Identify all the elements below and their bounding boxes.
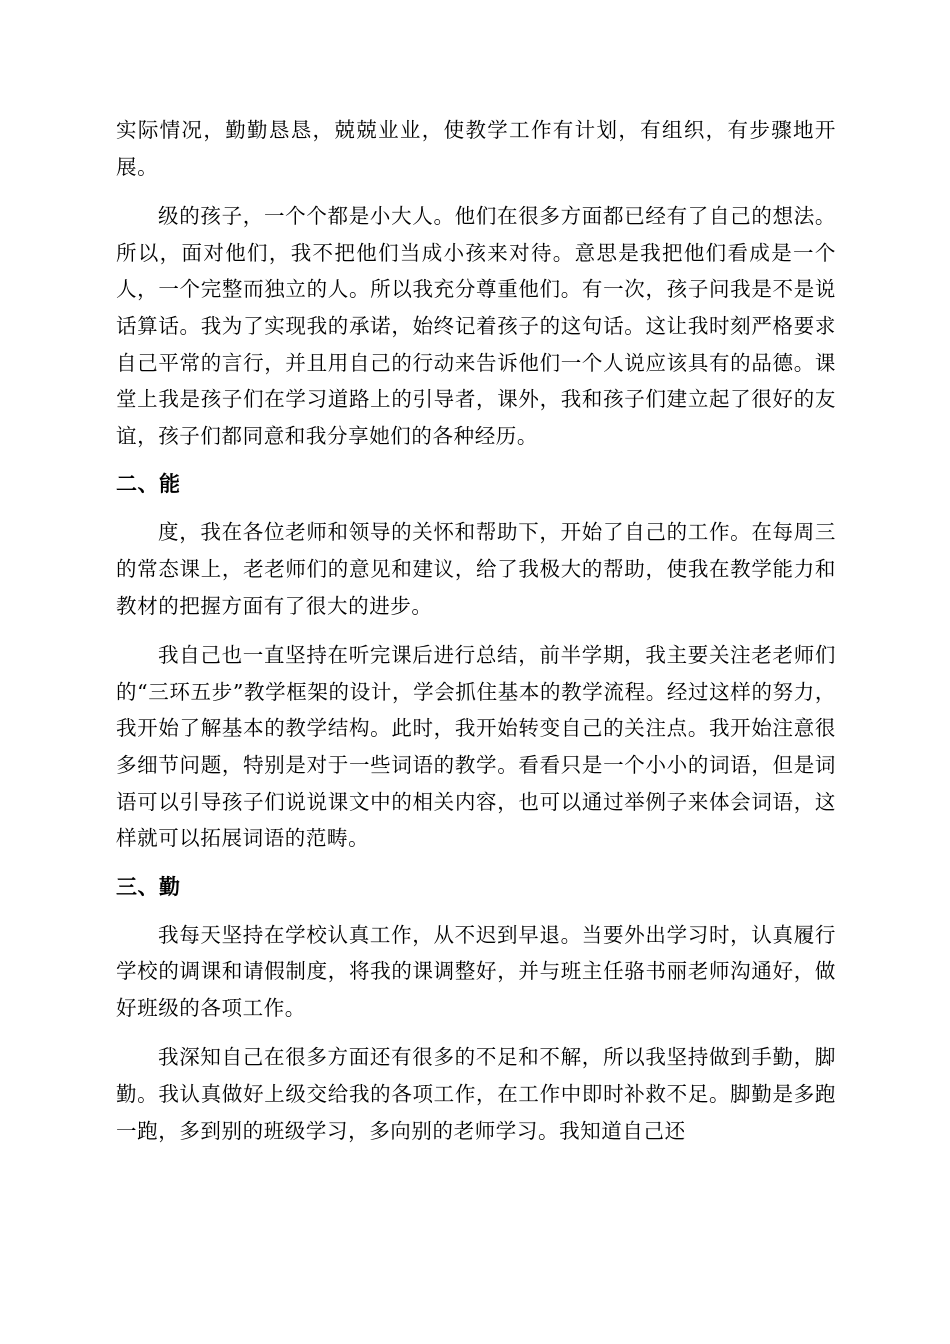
paragraph-continuation: 实际情况，勤勤恳恳，兢兢业业，使教学工作有计划，有组织，有步骤地开展。 — [116, 118, 836, 179]
paragraph-diligence-effort: 我深知自己在很多方面还有很多的不足和不解，所以我坚持做到手勤，脚勤。我认真做好上级交给我的各项工作，在工作中即时补救不足。脚勤是多跑一跑，多到别的班级学习，多向别的老师学习。我知道自己还 — [116, 1045, 836, 1143]
paragraph-ability-summary: 我自己也一直坚持在听完课后进行总结，前半学期，我主要关注老老师们的“三环五步”教学框架的设计，学会抓住基本的教学流程。经过这样的努力，我开始了解基本的教学结构。此时，我开始转变自己的关注点。我开始注意很多细节问题，特别是对于一些词语的教学。看看只是一个小小的词语，但是词语可以引导孩子们说说课文中的相关内容，也可以通过举例子来体会词语，这样就可以拓展词语的范畴。 — [116, 643, 836, 851]
document-page — [116, 112, 836, 1149]
paragraph-diligence-attendance: 我每天坚持在学校认真工作，从不迟到早退。当要外出学习时，认真履行学校的调课和请假制度，将我的课调整好，并与班主任骆书丽老师沟通好，做好班级的各项工作。 — [116, 922, 836, 1020]
paragraph-ability-intro: 度，我在各位老师和领导的关怀和帮助下，开始了自己的工作。在每周三的常态课上，老老师们的意见和建议，给了我极大的帮助，使我在教学能力和教材的把握方面有了很大的进步。 — [116, 520, 836, 618]
section-heading-diligence: 三、勤 — [116, 873, 181, 899]
paragraph-children: 级的孩子，一个个都是小大人。他们在很多方面都已经有了自己的想法。所以，面对他们，我不把他们当成小孩来对待。意思是我把他们看成是一个人，一个完整而独立的人。所以我充分尊重他们。有一次，孩子问我是不是说话算话。我为了实现我的承诺，始终记着孩子的这句话。这让我时刻严格要求自己平常的言行，并且用自己的行动来告诉他们一个人说应该具有的品德。课堂上我是孩子们在学习道路上的引导者，课外，我和孩子们建立起了很好的友谊，孩子们都同意和我分享她们的各种经历。 — [116, 204, 836, 448]
section-heading-ability: 二、能 — [116, 471, 181, 497]
